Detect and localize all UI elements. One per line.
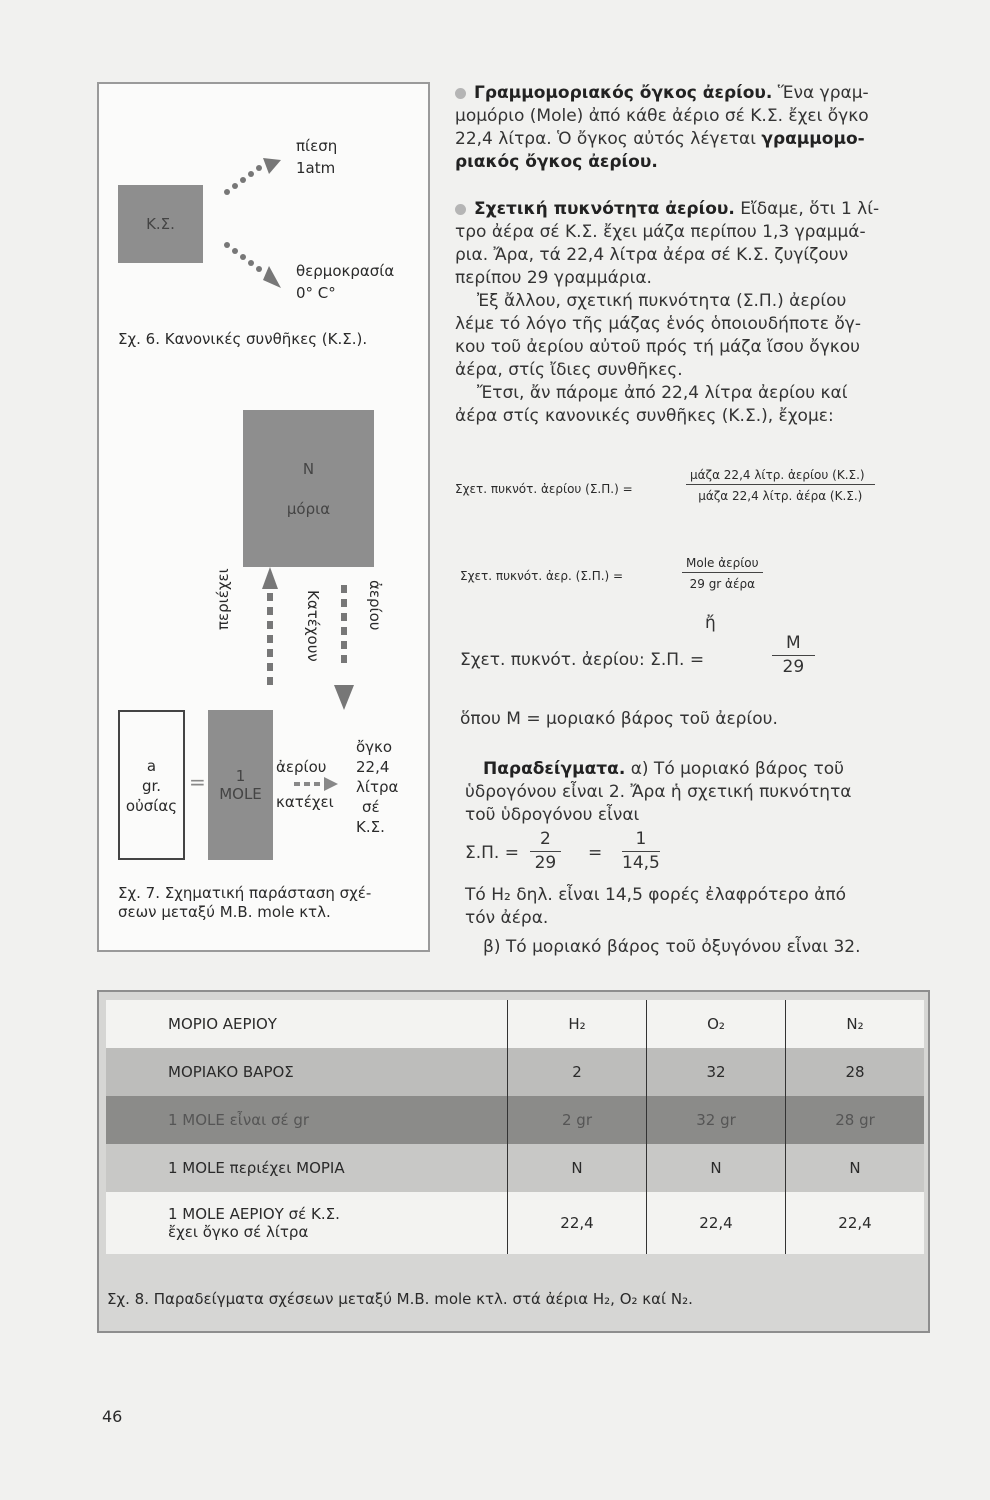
formula3-denominator: 29 (782, 657, 805, 677)
table-cell-o2: O₂ (647, 1000, 786, 1048)
bullet-icon (455, 88, 466, 99)
formula2-denominator: 29 gr ἀέρα (689, 577, 755, 591)
volume-label: ὄγκο (356, 738, 393, 756)
table-cell-n2: 28 gr (786, 1096, 925, 1144)
table-cell-n2: 28 (786, 1048, 925, 1096)
density-line3: ρια. Ἄρα, τά 22,4 λίτρα ἀέρα σέ Κ.Σ. ζυγίζουν (455, 245, 849, 265)
density-line6: λέμε τό λόγο τῆς μάζας ἑνός ὁποιουδήποτε ὄγ- (455, 314, 861, 334)
contains-label: περιέχει (214, 568, 232, 630)
substance-a: a (146, 757, 157, 775)
density-line10: ἀέρα στίς κανονικές συνθῆκες (Κ.Σ.), ἔχομε: (455, 406, 834, 426)
table-row (106, 1144, 924, 1192)
temperature-label: θερμοκρασία (296, 262, 395, 280)
molar-volume-title: Γραμμομοριακός ὄγκος ἀερίου. (474, 83, 773, 103)
table-cell-n2: N₂ (786, 1000, 925, 1048)
formula2-numerator: Mole ἀερίου (682, 556, 763, 573)
arrows-icon (205, 150, 295, 300)
fig7-caption-line2: σεων μεταξύ Μ.Β. mole κτλ. (118, 903, 331, 921)
table-cell-o2: 32 (647, 1048, 786, 1096)
fig7-caption-line1: Σχ. 7. Σχηματική παράσταση σχέ- (118, 884, 372, 902)
table-cell-h2: 2 gr (508, 1096, 647, 1144)
density-line2: τρο ἀέρα σέ Κ.Σ. ἔχει μάζα περίπου 1,3 γραμμά- (455, 222, 866, 242)
density-title: Σχετική πυκνότητα ἀερίου. (474, 199, 735, 219)
density-line7: κου τοῦ ἀερίου αὐτοῦ πρός τή μάζα ἴσου ὄγκου (455, 337, 861, 357)
molar-volume-line1: Ἕνα γραμ- (777, 83, 869, 103)
bullet-icon (455, 204, 466, 215)
table-cell-label: ΜΟΡΙΟ ΑΕΡΙΟΥ (106, 1000, 508, 1048)
molar-volume-line2: μομόριο (Mole) ἀπό κάθε ἀέριο σέ Κ.Σ. ἔχει ὄγκο (455, 106, 869, 126)
molecules-word: μόρια (286, 499, 331, 518)
formula1-denominator: μάζα 22,4 λίτρ. ἀέρα (Κ.Σ.) (698, 489, 863, 503)
table-cell-n2: 22,4 (786, 1192, 925, 1254)
table-row (106, 1048, 924, 1096)
mole-box (208, 710, 273, 860)
examples-section (465, 758, 940, 827)
ks-label: Κ.Σ. (146, 215, 175, 233)
substance-gr: gr. (141, 777, 162, 795)
formula1-numerator: μάζα 22,4 λίτρ. ἀερίου (Κ.Σ.) (686, 468, 875, 485)
example-eq: = (588, 843, 603, 863)
density-section (455, 198, 935, 428)
formula1-fraction (686, 468, 875, 503)
example-fraction2 (618, 828, 664, 875)
substance-word: οὐσίας (125, 797, 178, 815)
table-cell-label: 1 MOLE εἶναι σέ gr (106, 1096, 508, 1144)
mole-gas-label: ἀερίου (276, 758, 327, 776)
molar-volume-line3: 22,4 λίτρα. Ὁ ὄγκος αὐτός λέγεται (455, 129, 756, 149)
example-f2-den: 14,5 (622, 853, 660, 873)
liters-label: λίτρα (356, 778, 399, 796)
examples-section-2 (465, 884, 940, 959)
examples-line2: ὑδρογόνου εἶναι 2. Ἄρα ἡ σχετική πυκνότητα (465, 782, 852, 802)
example-lhs: Σ.Π. = (465, 843, 519, 863)
examples-line6: β) Τό μοριακό βάρος τοῦ ὀξυγόνου εἶναι 32. (483, 937, 861, 957)
holds-arrow-icon (292, 776, 342, 792)
table-cell-n2: N (786, 1144, 925, 1192)
or-label: ἤ (705, 613, 716, 633)
holds-label: κατέχει (276, 793, 334, 811)
molar-table (106, 1000, 924, 1254)
table-cell-o2: 32 gr (647, 1096, 786, 1144)
fig8-caption: Σχ. 8. Παραδείγματα σχέσεων μεταξύ Μ.Β. mole κτλ. στά ἀέρια H₂, O₂ καί N₂. (107, 1290, 693, 1308)
molar-volume-term2: ριακός ὄγκος ἀερίου. (455, 152, 658, 172)
standard-conditions-box (118, 185, 203, 263)
density-line5: Ἐξ ἄλλου, σχετική πυκνότητα (Σ.Π.) ἀερίου (477, 291, 847, 311)
formula3-numerator: M (772, 632, 815, 656)
fig6-caption: Σχ. 6. Κανονικές συνθῆκες (Κ.Σ.). (118, 330, 368, 348)
formula3-fraction (772, 632, 815, 679)
table-row (106, 1096, 924, 1144)
table-cell-h2: 22,4 (508, 1192, 647, 1254)
table-cell-label-line2: ἔχει ὄγκο σέ λίτρα (168, 1223, 309, 1241)
molar-table-box (97, 990, 930, 1333)
equals-sign: = (189, 770, 206, 794)
molar-volume-term1: γραμμομο- (761, 129, 865, 149)
formula2-fraction (682, 556, 763, 591)
volume-value: 22,4 (356, 758, 390, 776)
table-cell-h2: 2 (508, 1048, 647, 1096)
examples-line3: τοῦ ὑδρογόνου εἶναι (465, 805, 640, 825)
table-cell-o2: N (647, 1144, 786, 1192)
table-cell-label (106, 1192, 508, 1254)
table-row (106, 1192, 924, 1254)
table-cell-label: 1 MOLE περιέχει ΜΟΡΙΑ (106, 1144, 508, 1192)
where-line: ὅπου Μ = μοριακό βάρος τοῦ ἀερίου. (460, 709, 778, 729)
example-f1-den: 29 (534, 853, 557, 873)
page-number: 46 (102, 1407, 123, 1426)
examples-line1: α) Τό μοριακό βάρος τοῦ (630, 759, 845, 779)
density-line8: ἀέρα, στίς ἴδιες συνθῆκες. (455, 360, 683, 380)
density-line9: Ἔτσι, ἄν πάρομε ἀπό 22,4 λίτρα ἀερίου καί (477, 383, 848, 403)
molar-volume-section (455, 82, 935, 174)
examples-line4: Τό H₂ δηλ. εἶναι 14,5 φορές ἐλαφρότερο ἀπό (465, 885, 846, 905)
table-cell-label-line1: 1 MOLE ΑΕΡΙΟΥ σέ Κ.Σ. (168, 1205, 340, 1223)
density-line4: περίπου 29 γραμμάρια. (455, 268, 652, 288)
example-f2-num: 1 (622, 828, 661, 852)
example-fraction1 (530, 828, 561, 875)
table-row (106, 1000, 924, 1048)
molecules-n: N (302, 459, 315, 478)
density-line1: Εἴδαμε, ὅτι 1 λί- (740, 199, 880, 219)
table-cell-o2: 22,4 (647, 1192, 786, 1254)
temperature-value: 0° C° (296, 284, 336, 302)
molecules-box (243, 410, 374, 567)
formula3-lhs: Σχετ. πυκνότ. ἀερίου: Σ.Π. = (460, 650, 705, 670)
mole-word: MOLE (219, 785, 262, 803)
pressure-value: 1atm (296, 159, 336, 177)
formula1-lhs: Σχετ. πυκνότ. ἀερίου (Σ.Π.) = (455, 482, 633, 496)
examples-title: Παραδείγματα. (483, 759, 626, 779)
formula2-lhs: Σχετ. πυκνότ. ἀερ. (Σ.Π.) = (460, 569, 624, 583)
examples-line5: τόν ἀέρα. (465, 908, 549, 928)
mole-one: 1 (235, 767, 246, 785)
pressure-label: πίεση (296, 137, 338, 155)
occupies-label: Κατέχουν (304, 590, 322, 662)
table-cell-label: ΜΟΡΙΑΚΟ ΒΑΡΟΣ (106, 1048, 508, 1096)
ks-label-2: Κ.Σ. (356, 818, 385, 836)
in-label: σέ (362, 798, 380, 816)
example-f1-num: 2 (530, 828, 561, 852)
table-cell-h2: N (508, 1144, 647, 1192)
table-cell-h2: H₂ (508, 1000, 647, 1048)
gas-vertical-label: ἀερίου (366, 580, 384, 631)
